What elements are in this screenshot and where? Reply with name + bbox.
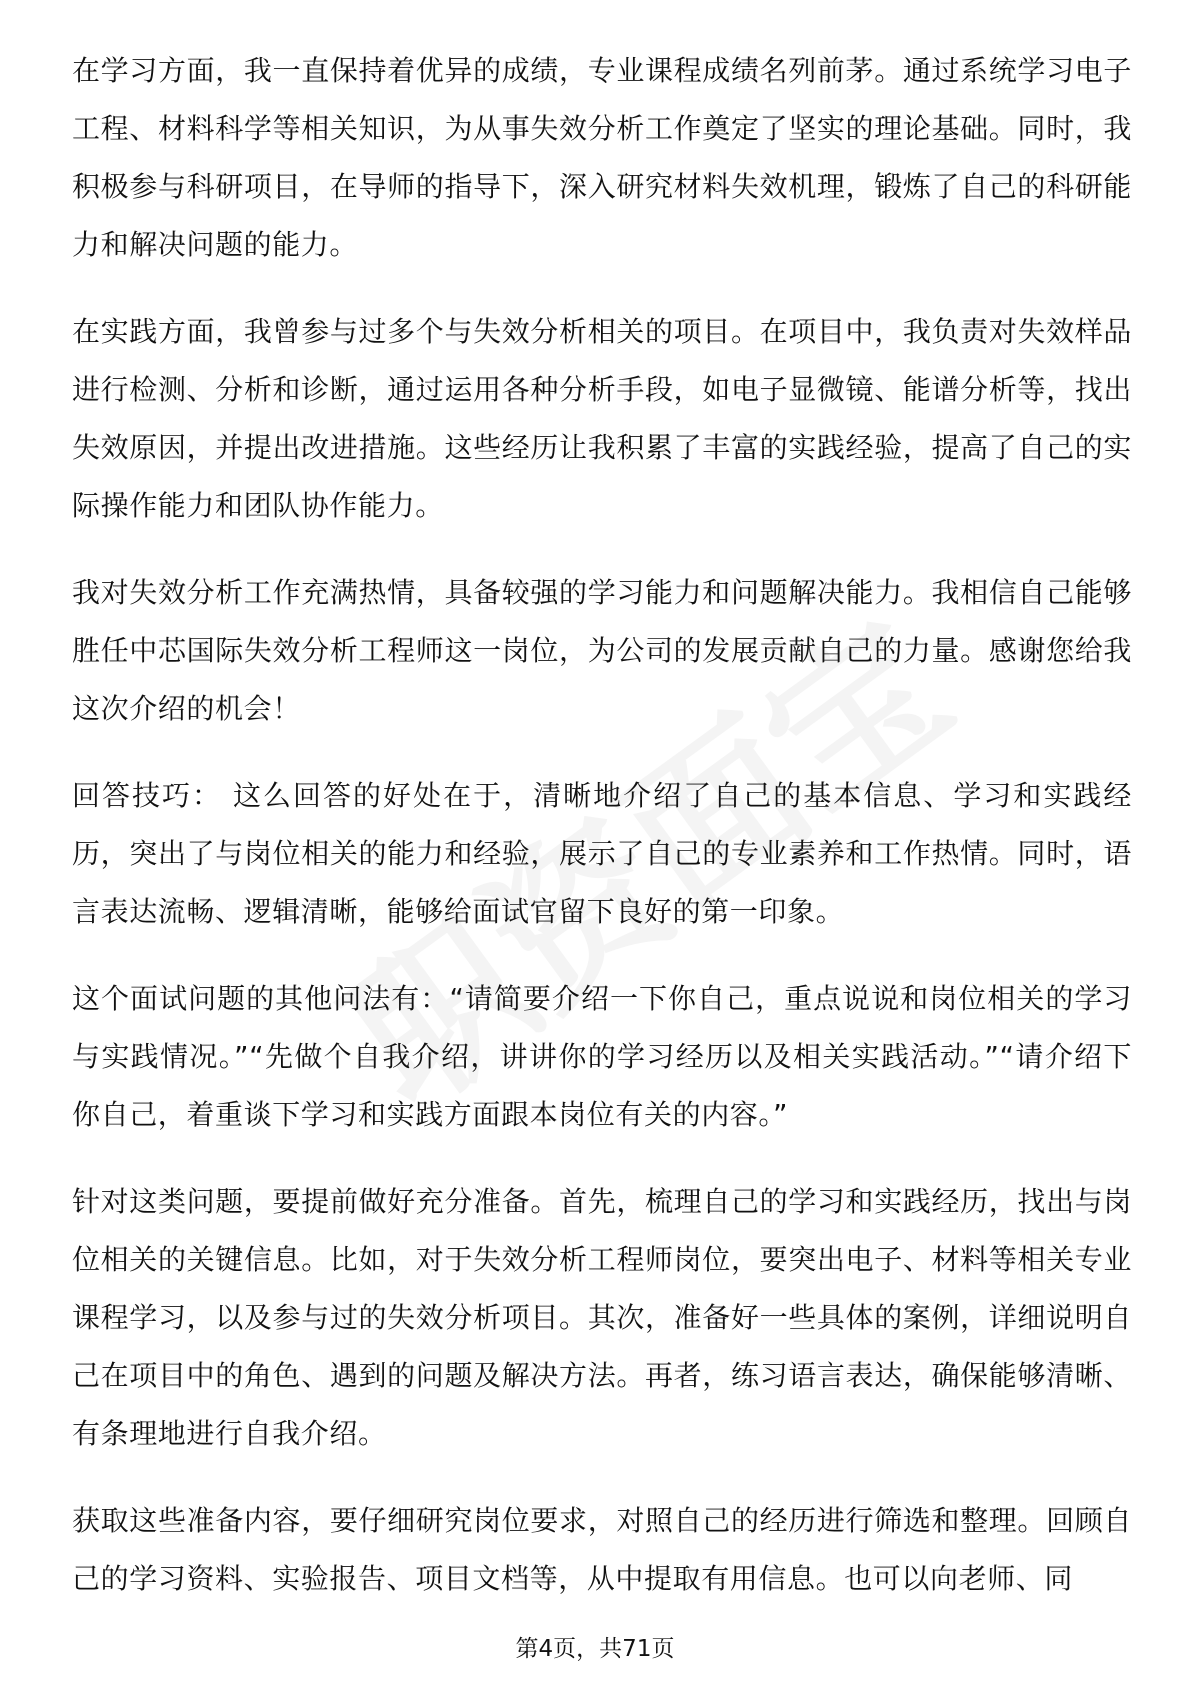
paragraph-practice: 在实践方面，我曾参与过多个与失效分析相关的项目。在项目中，我负责对失效样品进行检测、分析和诊断，通过运用各种分析手段，如电子显微镜、能谱分析等，找出失效原因，并提出改进措施。这些经历让我积累了丰富的实践经验，提高了自己的实际操作能力和团队协作能力。 — [72, 315, 1132, 522]
paragraph-answer-tips: 回答技巧： 这么回答的好处在于，清晰地介绍了自己的基本信息、学习和实践经历，突出了与岗位相关的能力和经验，展示了自己的专业素养和工作热情。同时，语言表达流畅、逻辑清晰，能够给面试官留下良好的第一印象。 — [72, 779, 1132, 928]
paragraph-study: 在学习方面，我一直保持着优异的成绩，专业课程成绩名列前茅。通过系统学习电子工程、材料科学等相关知识，为从事失效分析工作奠定了坚实的理论基础。同时，我积极参与科研项目，在导师的指导下，深入研究材料失效机理，锻炼了自己的科研能力和解决问题的能力。 — [72, 54, 1132, 261]
paragraph-gathering: 获取这些准备内容，要仔细研究岗位要求，对照自己的经历进行筛选和整理。回顾自己的学习资料、实验报告、项目文档等，从中提取有用信息。也可以向老师、同 — [72, 1504, 1132, 1595]
paragraph-alternative-questions: 这个面试问题的其他问法有：“请简要介绍一下你自己，重点说说和岗位相关的学习与实践情况。”“先做个自我介绍，讲讲你的学习经历以及相关实践活动。”“请介绍下你自己，着重谈下学习和实践方面跟本岗位有关的内容。” — [72, 982, 1132, 1131]
paragraph-preparation: 针对这类问题，要提前做好充分准备。首先，梳理自己的学习和实践经历，找出与岗位相关的关键信息。比如，对于失效分析工程师岗位，要突出电子、材料等相关专业课程学习，以及参与过的失效分析项目。其次，准备好一些具体的案例，详细说明自己在项目中的角色、遇到的问题及解决方法。再者，练习语言表达，确保能够清晰、有条理地进行自我介绍。 — [72, 1185, 1132, 1450]
page-number: 第4页，共71页 — [515, 1636, 675, 1662]
paragraph-passion: 我对失效分析工作充满热情，具备较强的学习能力和问题解决能力。我相信自己能够胜任中芯国际失效分析工程师这一岗位，为公司的发展贡献自己的力量。感谢您给我这次介绍的机会！ — [72, 576, 1132, 725]
document-body — [72, 42, 1132, 1637]
